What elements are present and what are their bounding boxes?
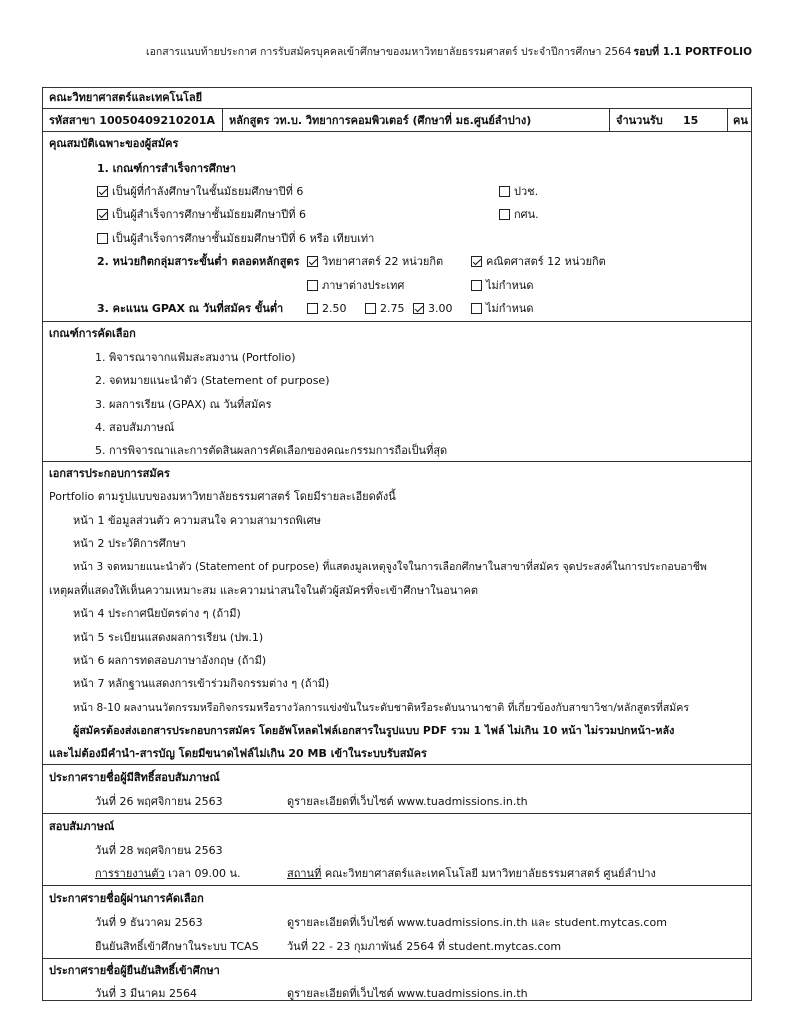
document-page: หน้า 2 ประวัติการศึกษา — [73, 537, 186, 550]
documents-note: ผู้สมัครต้องส่งเอกสารประกอบการสมัคร โดยอัพโหลดไฟล์เอกสารในรูปแบบ PDF รวม 1 ไฟล์ ไม่เกิน 10 หน้า ไม่รวมปกหน้า-หลัง — [73, 724, 675, 737]
edu-item-1: เป็นผู้ที่กำลังศึกษาในชั้นมัธยมศึกษาปีที่ 6 — [97, 185, 303, 199]
gpax-item-1: 2.50 — [307, 302, 347, 316]
interview-place: สถานที่ คณะวิทยาศาสตร์และเทคโนโลยี มหาวิทยาลัยธรรมศาสตร์ ศูนย์ลำปาง — [287, 867, 656, 880]
admission-table — [42, 87, 752, 1001]
checkbox-icon[interactable] — [97, 233, 108, 244]
credit-item-1: วิทยาศาสตร์ 22 หน่วยกิต — [307, 255, 443, 269]
confirm-detail: วันที่ 22 - 23 กุมภาพันธ์ 2564 ที่ student.mytcas.com — [287, 940, 562, 953]
program-name: หลักสูตร วท.บ. วิทยาการคอมพิวเตอร์ (ศึกษาที่ มธ.ศูนย์ลำปาง) — [229, 114, 532, 127]
announce-interview-date: วันที่ 26 พฤศจิกายน 2563 — [95, 795, 223, 808]
gpax-item-3: 3.00 — [413, 302, 453, 316]
selection-item: 2. จดหมายแนะนำตัว (Statement of purpose) — [95, 374, 330, 387]
documents-heading: เอกสารประกอบการสมัคร — [49, 467, 170, 480]
document-page: หน้า 3 จดหมายแนะนำตัว (Statement of purpose) ที่แสดงมูลเหตุจูงใจในการเลือกศึกษาในสาขาที่สมัคร จุดประสงค์ในการประกอบอาชีพ — [73, 561, 707, 573]
interview-heading: สอบสัมภาษณ์ — [49, 820, 115, 833]
edu-item-2: ปวช. — [499, 185, 538, 199]
document-page: หน้า 8-10 ผลงานนวัตกรรมหรือกิจกรรมหรือรางวัลการแข่งขันในระดับชาติหรือระดับนานาชาติ ที่เกี่ยวข้องกับสาขาวิชา/หลักสูตรที่สมัคร — [73, 702, 690, 714]
checkbox-checked-icon[interactable] — [307, 256, 318, 267]
checkbox-icon[interactable] — [307, 303, 318, 314]
announce-interview-detail: ดูรายละเอียดที่เว็บไซต์ www.tuadmissions.in.th — [287, 795, 528, 808]
credit-heading: 2. หน่วยกิตกลุ่มสาระขั้นต่ำ ตลอดหลักสูตร — [97, 255, 300, 268]
checkbox-icon[interactable] — [499, 186, 510, 197]
announce-pass-heading: ประกาศรายชื่อผู้ผ่านการคัดเลือก — [49, 892, 204, 905]
place-label: สถานที่ — [287, 867, 322, 880]
page-header — [0, 43, 796, 59]
checkbox-icon[interactable] — [471, 280, 482, 291]
document-page: หน้า 4 ประกาศนียบัตรต่าง ๆ (ถ้ามี) — [73, 607, 241, 620]
documents-intro: Portfolio ตามรูปแบบของมหาวิทยาลัยธรรมศาสตร์ โดยมีรายละเอียดดังนี้ — [49, 490, 396, 503]
document-page: หน้า 7 หลักฐานแสดงการเข้าร่วมกิจกรรมต่าง ๆ (ถ้ามี) — [73, 677, 330, 690]
checkbox-checked-icon[interactable] — [413, 303, 424, 314]
interview-report: การรายงานตัว เวลา 09.00 น. — [95, 867, 241, 880]
checkbox-icon[interactable] — [307, 280, 318, 291]
capacity-label: จำนวนรับ — [616, 114, 663, 127]
gpax-heading: 3. คะแนน GPAX ณ วันที่สมัคร ขั้นต่ำ — [97, 302, 284, 315]
announce-final-heading: ประกาศรายชื่อผู้ยืนยันสิทธิ์เข้าศึกษา — [49, 964, 220, 977]
checkbox-icon[interactable] — [499, 209, 510, 220]
edu-item-5: เป็นผู้สำเร็จการศึกษาชั้นมัธยมศึกษาปีที่ 6 หรือ เทียบเท่า — [97, 232, 374, 246]
credit-item-3: ภาษาต่างประเทศ — [307, 279, 404, 293]
interview-date: วันที่ 28 พฤศจิกายน 2563 — [95, 844, 223, 857]
credit-item-2: คณิตศาสตร์ 12 หน่วยกิต — [471, 255, 606, 269]
header-title: เอกสารแนบท้ายประกาศ การรับสมัครบุคคลเข้าศึกษาของมหาวิทยาลัยธรรมศาสตร์ ประจำปีการศึกษา 2564 — [146, 46, 632, 58]
checkbox-checked-icon[interactable] — [97, 209, 108, 220]
document-page: หน้า 5 ระเบียนแสดงผลการเรียน (ปพ.1) — [73, 631, 264, 644]
announce-interview-heading: ประกาศรายชื่อผู้มีสิทธิ์สอบสัมภาษณ์ — [49, 771, 220, 784]
qualifications-heading: คุณสมบัติเฉพาะของผู้สมัคร — [49, 137, 179, 150]
edu-item-4: กศน. — [499, 208, 539, 222]
report-label: การรายงานตัว — [95, 867, 165, 880]
edu-heading: 1. เกณฑ์การสำเร็จการศึกษา — [97, 162, 236, 175]
announce-pass-detail: ดูรายละเอียดที่เว็บไซต์ www.tuadmissions.in.th และ student.mytcas.com — [287, 916, 667, 929]
program-code: รหัสสาขา 10050409210201A — [49, 114, 215, 127]
document-page: เหตุผลที่แสดงให้เห็นความเหมาะสม และความน่าสนใจในตัวผู้สมัครที่จะเข้าศึกษาในอนาคต — [49, 584, 478, 597]
gpax-item-2: 2.75 — [365, 302, 405, 316]
checkbox-checked-icon[interactable] — [471, 256, 482, 267]
checkbox-icon[interactable] — [471, 303, 482, 314]
header-round: รอบที่ 1.1 PORTFOLIO — [633, 46, 752, 58]
document-page: หน้า 1 ข้อมูลส่วนตัว ความสนใจ ความสามารถพิเศษ — [73, 514, 321, 527]
edu-item-3: เป็นผู้สำเร็จการศึกษาชั้นมัธยมศึกษาปีที่ 6 — [97, 208, 306, 222]
selection-item: 3. ผลการเรียน (GPAX) ณ วันที่สมัคร — [95, 398, 272, 411]
selection-item: 4. สอบสัมภาษณ์ — [95, 421, 175, 434]
announce-final-detail: ดูรายละเอียดที่เว็บไซต์ www.tuadmissions.in.th — [287, 987, 528, 1000]
confirm-label: ยืนยันสิทธิ์เข้าศึกษาในระบบ TCAS — [95, 940, 259, 953]
announce-final-date: วันที่ 3 มีนาคม 2564 — [95, 987, 197, 1000]
credit-item-4: ไม่กำหนด — [471, 279, 534, 293]
checkbox-icon[interactable] — [365, 303, 376, 314]
document-page: หน้า 6 ผลการทดสอบภาษาอังกฤษ (ถ้ามี) — [73, 654, 267, 667]
capacity-unit: คน — [733, 114, 748, 127]
selection-heading: เกณฑ์การคัดเลือก — [49, 327, 136, 340]
selection-item: 5. การพิจารณาและการตัดสินผลการคัดเลือกของคณะกรรมการถือเป็นที่สุด — [95, 444, 448, 457]
announce-pass-date: วันที่ 9 ธันวาคม 2563 — [95, 916, 203, 929]
gpax-item-4: ไม่กำหนด — [471, 302, 534, 316]
selection-item: 1. พิจารณาจากแฟ้มสะสมงาน (Portfolio) — [95, 351, 296, 364]
checkbox-checked-icon[interactable] — [97, 186, 108, 197]
documents-note: และไม่ต้องมีคำนำ-สารบัญ โดยมีขนาดไฟล์ไม่เกิน 20 MB เข้าในระบบรับสมัคร — [49, 747, 427, 760]
faculty-name: คณะวิทยาศาสตร์และเทคโนโลยี — [49, 91, 203, 104]
capacity-value: 15 — [683, 114, 699, 127]
